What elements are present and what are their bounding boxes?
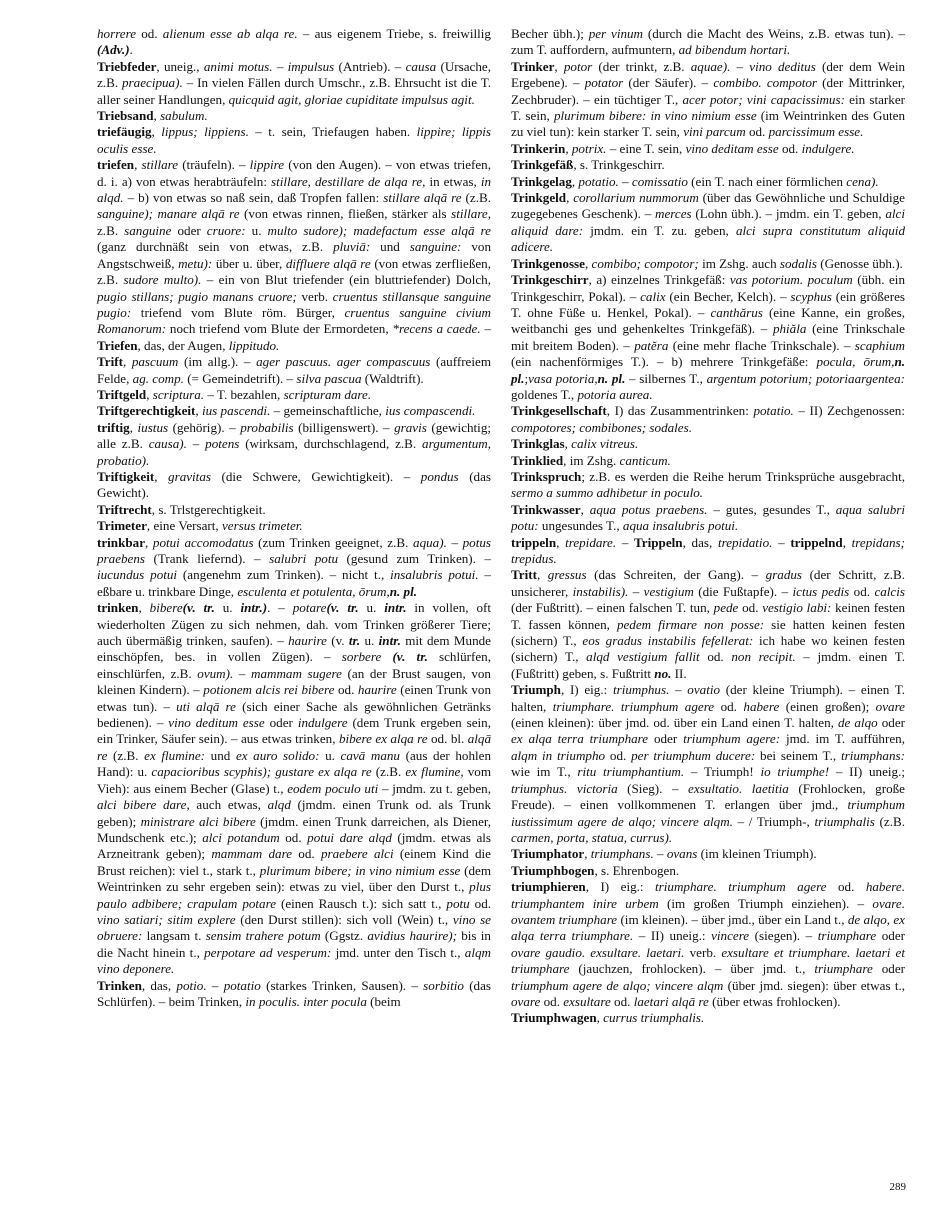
dictionary-entry: Trinkgenosse, combibo; compotor; im Zshg. auch sodalis (Genosse übh.). xyxy=(511,255,903,271)
dictionary-entry: Trift, pascuum (im allg.). – ager pascuus. ager compascuus (auffreiem Felde, ag. comp. (= Gemeindetrift). – silva pascua (Waldtrift). xyxy=(97,354,492,386)
dictionary-entry: Trinkgefäß, s. Trinkgeschirr. xyxy=(511,157,665,173)
dictionary-entry: Trinkglas, calix vitreus. xyxy=(511,436,639,452)
dictionary-entry: Trimeter, eine Versart, versus trimeter. xyxy=(97,518,303,534)
dictionary-entry: Triftgeld, scriptura. – T. bezahlen, scripturam dare. xyxy=(97,386,372,402)
dictionary-entry: trinkbar, potui accomodatus (zum Trinken geeignet, z.B. aqua). – potus praebens (Trank liefernd). – salubri potu (gesund zum Trinken). – iucundus potui (angenehm zum Trinken). – nicht t., insalubris potui. – eßbare u. trinkbare Dinge, esculenta et potulenta, ōrum,n. pl. xyxy=(97,534,491,599)
dictionary-entry: Triftrecht, s. Trlstgerechtigkeit. xyxy=(97,501,266,517)
page-number: 289 xyxy=(889,1181,906,1193)
dictionary-entry: Trinkgeschirr, a) einzelnes Trinkgefäß: vas potorium. poculum (übh. ein Trinkgeschirr, Pokal). – calix (ein Becher, Kelch). – scyphus (ein größeres T. ohne Füße u. Henkel, Pokal). – canthărus (eine Kanne, ein großes, weitbanchi ges und gehenkeltes Trinkgefäß). – phiăla (eine Trinkschale mit breitem Boden). – patĕra (eine mehr flache Trinkschale). – scaphium (ein nachenförmiges T.). – b) mehrere Trinkgefäße: pocula, ōrum,n. pl.;vasa potoria,n. pl. – silbernes T., argentum potorium; potoriaargentea: goldenes T., potoria aurea. xyxy=(511,272,906,402)
dictionary-entry: Tritt, gressus (das Schreiten, der Gang). – gradus (der Schritt, z.B. unsicherer, instabilis). – vestigium (die Fußtapfe). – ictus pedis od. calcis (der Fußtritt). – einen falschen T. tun, pede od. vestigio labi: keinen festen T. fassen können, pedem firmare non posse: sie hatten keinen festen (sichern) T., eos gradus instabilis fefellerat: ich habe wo keinen festen (sichern) T., alqd vestigium fallit od. non recipit. – jmdm. einen T. (Fußtritt) geben, s. Fußtritt no. II. xyxy=(511,567,906,681)
dictionary-entry: Triumphwagen, currus triumphalis. xyxy=(511,1010,705,1026)
dictionary-entry: triftig, iustus (gehörig). – probabilis (billigenswert). – gravis (gewichtig; alle z.B. causa). – potens (wirksam, durchschlagend, z.B. argumentum, probatio). xyxy=(97,419,492,468)
dictionary-entry: trippeln, trepidare. – Trippeln, das, trepidatio. – trippelnd, trepidans; trepidus. xyxy=(511,534,906,566)
dictionary-entry: trinken, bibere(v. tr. u. intr.). – potare(v. tr. u. intr. in vollen, oft wiederholten Zügen zu sich nehmen, dah. vom Trinken größerer Tiere; auch übermäßig trinken, saufen). – haurire (v. tr. u. intr. mit dem Munde einschöpfen, bes. in vollen Zügen). – sorbere (v. tr. schlürfen, einschlürfen, z.B. ovum). – mammam sugere (an der Brust saugen, von kleinen Kindern). – potionem alcis rei bibere od. haurire (einen Trunk von etwas tun). – uti alqā re (sich einer Sache als gewöhnlichen Getränks bedienen). – vino deditum esse oder indulgere (dem Trunk ergeben sein, ein Trinker, Säufer sein). – aus etwas trinken, bibere ex alqa re od. bl. alqā re (z.B. ex flumine: und ex auro solido: u. cavā manu (aus der hohlen Hand): u. capacioribus scyphis); gustare ex alqa re (z.B. ex flumine, vom Vieh): aus einem Becher (Glase) t., eodem poculo uti – jmdm. zu t. geben, alci bibere dare, auch etwas, alqd (jmdm. einen Trunk od. als Trunk geben); ministrare alci bibere (jmdm. einen Trunk darreichen, als Diener, Mundschenk etc.); alci potandum od. potui dare alqd (jmdm. etwas als Arzneitrank geben); mammam dare od. praebere alci (einem Kind die Brust reichen): viel t., stark t., plurimum bibere; in vino nimium esse (dem Weintrinken zu sehr ergeben sein): etwas zu viel, über den Durst t., plus paulo adbibere; crapulam potare (einen Rausch t.): sich satt t., potu od. vino satiari; sitim explere (den Durst stillen): sich voll (Wein) t., vino se obruere: langsam t. sensim trahere potum (Ggstz. avidius haurire); bis in die Nacht hinein t., perpotare ad vesperum: jmd. unter den Tisch t., alqm vino deponere. xyxy=(97,600,492,977)
dictionary-entry: triumphieren, I) eig.: triumphare. triumphum agere od. habere. triumphantem inire urbem (im großen Triumph einziehen). – ovare. ovantem triumphare (im kleinen). – über jmd., über ein Land t., de alqo, ex alqa terra triumphare. – II) uneig.: vincere (siegen). – triumphare oder ovare gaudio. exsultare. laetari. verb. exsultare et triumphare. laetari et triumphare (jauchzen, frohlocken). – über jmd. t., triumphare oder triumphum agere de alqo; vincere alqm (über jmd. siegen): über etwas t., ovare od. exsultare od. laetari alqā re (über etwas frohlocken). xyxy=(511,879,906,1009)
dictionary-entry: Triumph, I) eig.: triumphus. – ovatio (der kleine Triumph). – einen T. halten, triumphare. triumphum agere od. habere (einen großen); ovare (einen kleinen): über jmd. od. über ein Land einen T. halten, de alqo oder ex alqa terra triumphare oder triumphum agere: jmd. im T. aufführen, alqm in triumpho od. per triumphum ducere: bei seinem T., triumphans: wie im T., ritu triumphantium. – Triumph! io triumphe! – II) uneig.; triumphus. victoria (Sieg). – exsultatio. laetitia (Frohlocken, große Freude). – einen vollkommenen T. erlangen über jmd., triumphum iustissimum agere de alqo; vincere alqm. – / Triumph-, triumphalis (z.B. carmen, porta, statua, currus). xyxy=(511,682,905,845)
dictionary-entry: triefen, stillare (träufeln). – lippire (von den Augen). – von etwas triefen, d. i. a) von etwas herabträufeln: stillare, destillare de alqa re, in etwas, in alqd. – b) von etwas so naß sein, daß Tropfen fallen: stillare alqā re (z.B. sanguine); manare alqā re (von etwas rinnen, fließen, stärker als stillare, z.B. sanguine oder cruore: u. multo sudore); madefactum esse alqā re (ganz durchnäßt sein von etwas, z.B. pluviā: und sanguine: von Angstschweiß, metu): über u. über, diffluere alqā re (von etwas zerfließen, z.B. sudore multo). – ein von Blut triefender (ein bluttriefender) Dolch, pugio stillans; pugio manans cruore; verb. cruentus stillansque sanguine pugio: triefend vom Blute röm. Bürger, cruentus sanguine civium Romanorum: noch triefend vom Blute der Ermordeten, *recens a caede. – Triefen, das, der Augen, lippitudo. xyxy=(97,157,492,353)
dictionary-entry: Triftgerechtigkeit, ius pascendi. – gemeinschaftliche, ius compascendi. xyxy=(97,403,476,419)
dictionary-entry: Trinker, potor (der trinkt, z.B. aquae). – vino deditus (der dem Wein Ergebene). – potator (der Säufer). – combibo. compotor (der Mittrinker, Zechbruder). – ein tüchtiger T., acer potor; vini capacissimus: ein starker T. sein, plurimum bibere: in vino nimium esse (im Weintrinken des Guten zu viel tun): kein starker T. sein, vini parcum od. parcissimum esse. xyxy=(511,58,906,140)
dictionary-entry: Triftigkeit, gravitas (die Schwere, Gewichtigkeit). – pondus (das Gewicht). xyxy=(97,468,492,501)
dictionary-entry: Trinkerin, potrix. – eine T. sein, vino deditam esse od. indulgere. xyxy=(511,140,855,156)
dictionary-entry: horrere od. alienum esse ab alqa re. – aus eigenem Triebe, s. freiwillig (Adv.). xyxy=(97,26,491,58)
dictionary-entry: Trinkgeld, corollarium nummorum (über das Gewöhnliche und Schuldige zugegebenes Geschenk). – merces (Lohn übh.). – jmdm. ein T. geben, alci aliquid dare: jmdm. ein T. zu. geben, alci supra constitutum aliquid adicere. xyxy=(511,190,905,255)
dictionary-entry: Trinkgesellschaft, I) das Zusammentrinken: potatio. – II) Zechgenossen: compotores; combibones; sodales. xyxy=(511,403,905,435)
dictionary-entry: Becher übh.); per vinum (durch die Macht des Weins, z.B. etwas tun). – zum T. auffordern, aufmuntern, ad bibendum hortari. xyxy=(511,26,905,58)
dictionary-entry: Trinkgelag, potatio. – comissatio (ein T. nach einer förmlichen cena). xyxy=(511,173,879,189)
dictionary-entry: Triumphator, triumphans. – ovans (im kleinen Triumph). xyxy=(511,846,817,862)
dictionary-entry: Trinklied, im Zshg. canticum. xyxy=(511,452,671,468)
right-column xyxy=(511,26,905,1027)
dictionary-entry: Trinken, das, potio. – potatio (starkes Trinken, Sausen). – sorbitio (das Schlürfen). – beim Trinken, in poculis. inter pocula (beim xyxy=(97,977,492,1009)
left-column xyxy=(97,26,491,1010)
dictionary-entry: triefäugig, lippus; lippiens. – t. sein, Triefaugen haben. lippire; lippis oculis esse. xyxy=(97,124,491,156)
dictionary-entry: Triumphbogen, s. Ehrenbogen. xyxy=(511,862,680,878)
dictionary-entry: Trinkwasser, aqua potus praebens. – gutes, gesundes T., aqua salubri potu: ungesundes T., aqua insalubris potui. xyxy=(511,501,905,534)
dictionary-entry: Triebfeder, uneig., animi motus. – impulsus (Antrieb). – causa (Ursache, z.B. praecipua). – In vielen Fällen durch Umschr., z.B. Ehrsucht ist die T. aller seiner Handlungen, quicquid agit, gloriae cupiditate impulsus agit. xyxy=(97,58,491,107)
dictionary-entry: Trinkspruch; z.B. es werden die Reihe herum Trinksprüche ausgebracht, sermo a summo adhibetur in poculo. xyxy=(511,468,905,501)
dictionary-entry: Triebsand, sabulum. xyxy=(97,108,208,124)
